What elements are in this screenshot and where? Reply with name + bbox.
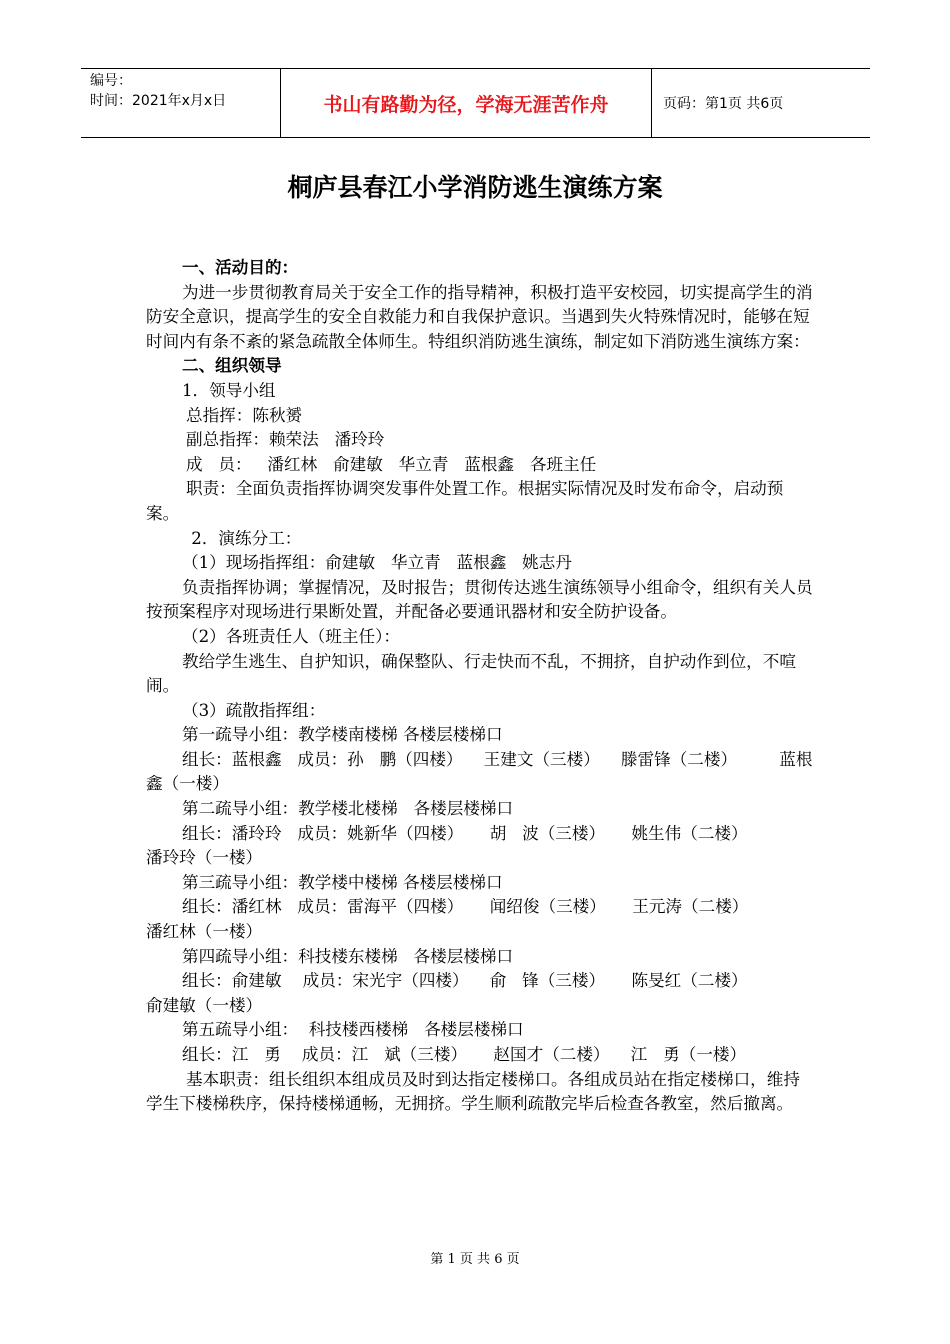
- body-line: 总指挥：陈秋赟: [186, 405, 303, 425]
- body-line: 成 员： 潘红林 俞建敏 华立青 蓝根鑫 各班主任: [186, 454, 597, 474]
- section-heading: 一、活动目的：: [182, 258, 299, 277]
- header-motto: 书山有路勤为径，学海无涯苦作舟: [281, 69, 652, 137]
- page-header: [81, 68, 870, 138]
- document-title: 桐庐县春江小学消防逃生演练方案: [287, 173, 663, 202]
- body-line: 第二疏导小组：教学楼北楼梯 各楼层楼梯口: [182, 799, 514, 819]
- body-paragraph: 教给学生逃生、自护知识，确保整队、行走快而不乱，不拥挤，自护动作到位，不喧闹。: [146, 651, 796, 696]
- body-paragraph: 职责：全面负责指挥协调突发事件处置工作。根据实际情况及时发布命令，启动预案。: [146, 479, 784, 523]
- section-heading: 二、组织领导: [182, 356, 282, 376]
- body-line: 1．领导小组: [182, 380, 276, 400]
- body-line: 副总指挥：赖荣法 潘玲玲: [186, 430, 385, 450]
- body-paragraph: 为进一步贯彻教育局关于安全工作的指导精神，积极打造平安校园，切实提高学生的消防安全意识，提高学生的安全自救能力和自我保护意识。当遇到失火特殊情况时，能够在短时间内有条不紊的紧急疏散全体师生。特组织消防逃生演练，制定如下消防逃生演练方案：: [146, 282, 813, 351]
- body-line: （1）现场指挥组：俞建敏 华立青 蓝根鑫 姚志丹: [182, 553, 572, 573]
- body-line: （2）各班责任人（班主任）：: [182, 626, 400, 646]
- body-paragraph: 组长：俞建敏 成员：宋光宇（四楼） 俞 锋（三楼） 陈旻红（二楼） 俞建敏（一楼）: [146, 971, 801, 1015]
- body-line: 第一疏导小组：教学楼南楼梯 各楼层楼梯口: [182, 725, 503, 745]
- page-footer: 第 1 页 共 6 页: [430, 1252, 520, 1267]
- header-page-info: 页码：第1页 共6页: [663, 96, 784, 112]
- body-paragraph: 组长：潘玲玲 成员：姚新华（四楼） 胡 波（三楼） 姚生伟（二楼） 潘玲玲（一楼）: [146, 823, 801, 868]
- body-paragraph: 组长：江 勇 成员：江 斌（三楼） 赵国才（二楼） 江 勇（一楼）: [182, 1045, 747, 1064]
- body-paragraph: 组长：潘红林 成员：雷海平（四楼） 闻绍俊（三楼） 王元涛（二楼） 潘红林（一楼）: [146, 897, 802, 942]
- body-paragraph: 基本职责：组长组织本组成员及时到达指定楼梯口。各组成员站在指定楼梯口，维持学生下楼梯秩序，保持楼梯通畅，无拥挤。学生顺利疏散完毕后检查各教室，然后撤离。: [146, 1069, 800, 1114]
- document-date: 时间：2021年x月x日: [90, 93, 227, 109]
- body-line: 第四疏导小组：科技楼东楼梯 各楼层楼梯口: [182, 946, 514, 966]
- document-number: 编号：: [90, 73, 132, 89]
- body-paragraph: 组长：蓝根鑫 成员：孙 鹏（四楼） 王建文（三楼） 滕雷锋（二楼） 蓝根鑫（一楼）: [146, 749, 813, 794]
- body-line: （3）疏散指挥组：: [182, 700, 326, 720]
- header-meta: [81, 69, 281, 137]
- body-line: 第五疏导小组： 科技楼西楼梯 各楼层楼梯口: [182, 1020, 524, 1040]
- document-body: [146, 256, 814, 1117]
- body-line: 第三疏导小组：教学楼中楼梯 各楼层楼梯口: [182, 872, 503, 892]
- body-line: 2．演练分工：: [186, 528, 302, 548]
- body-paragraph: 负责指挥协调；掌握情况，及时报告；贯彻传达逃生演练领导小组命令，组织有关人员按预案程序对现场进行果断处置，并配备必要通讯器材和安全防护设备。: [146, 577, 813, 622]
